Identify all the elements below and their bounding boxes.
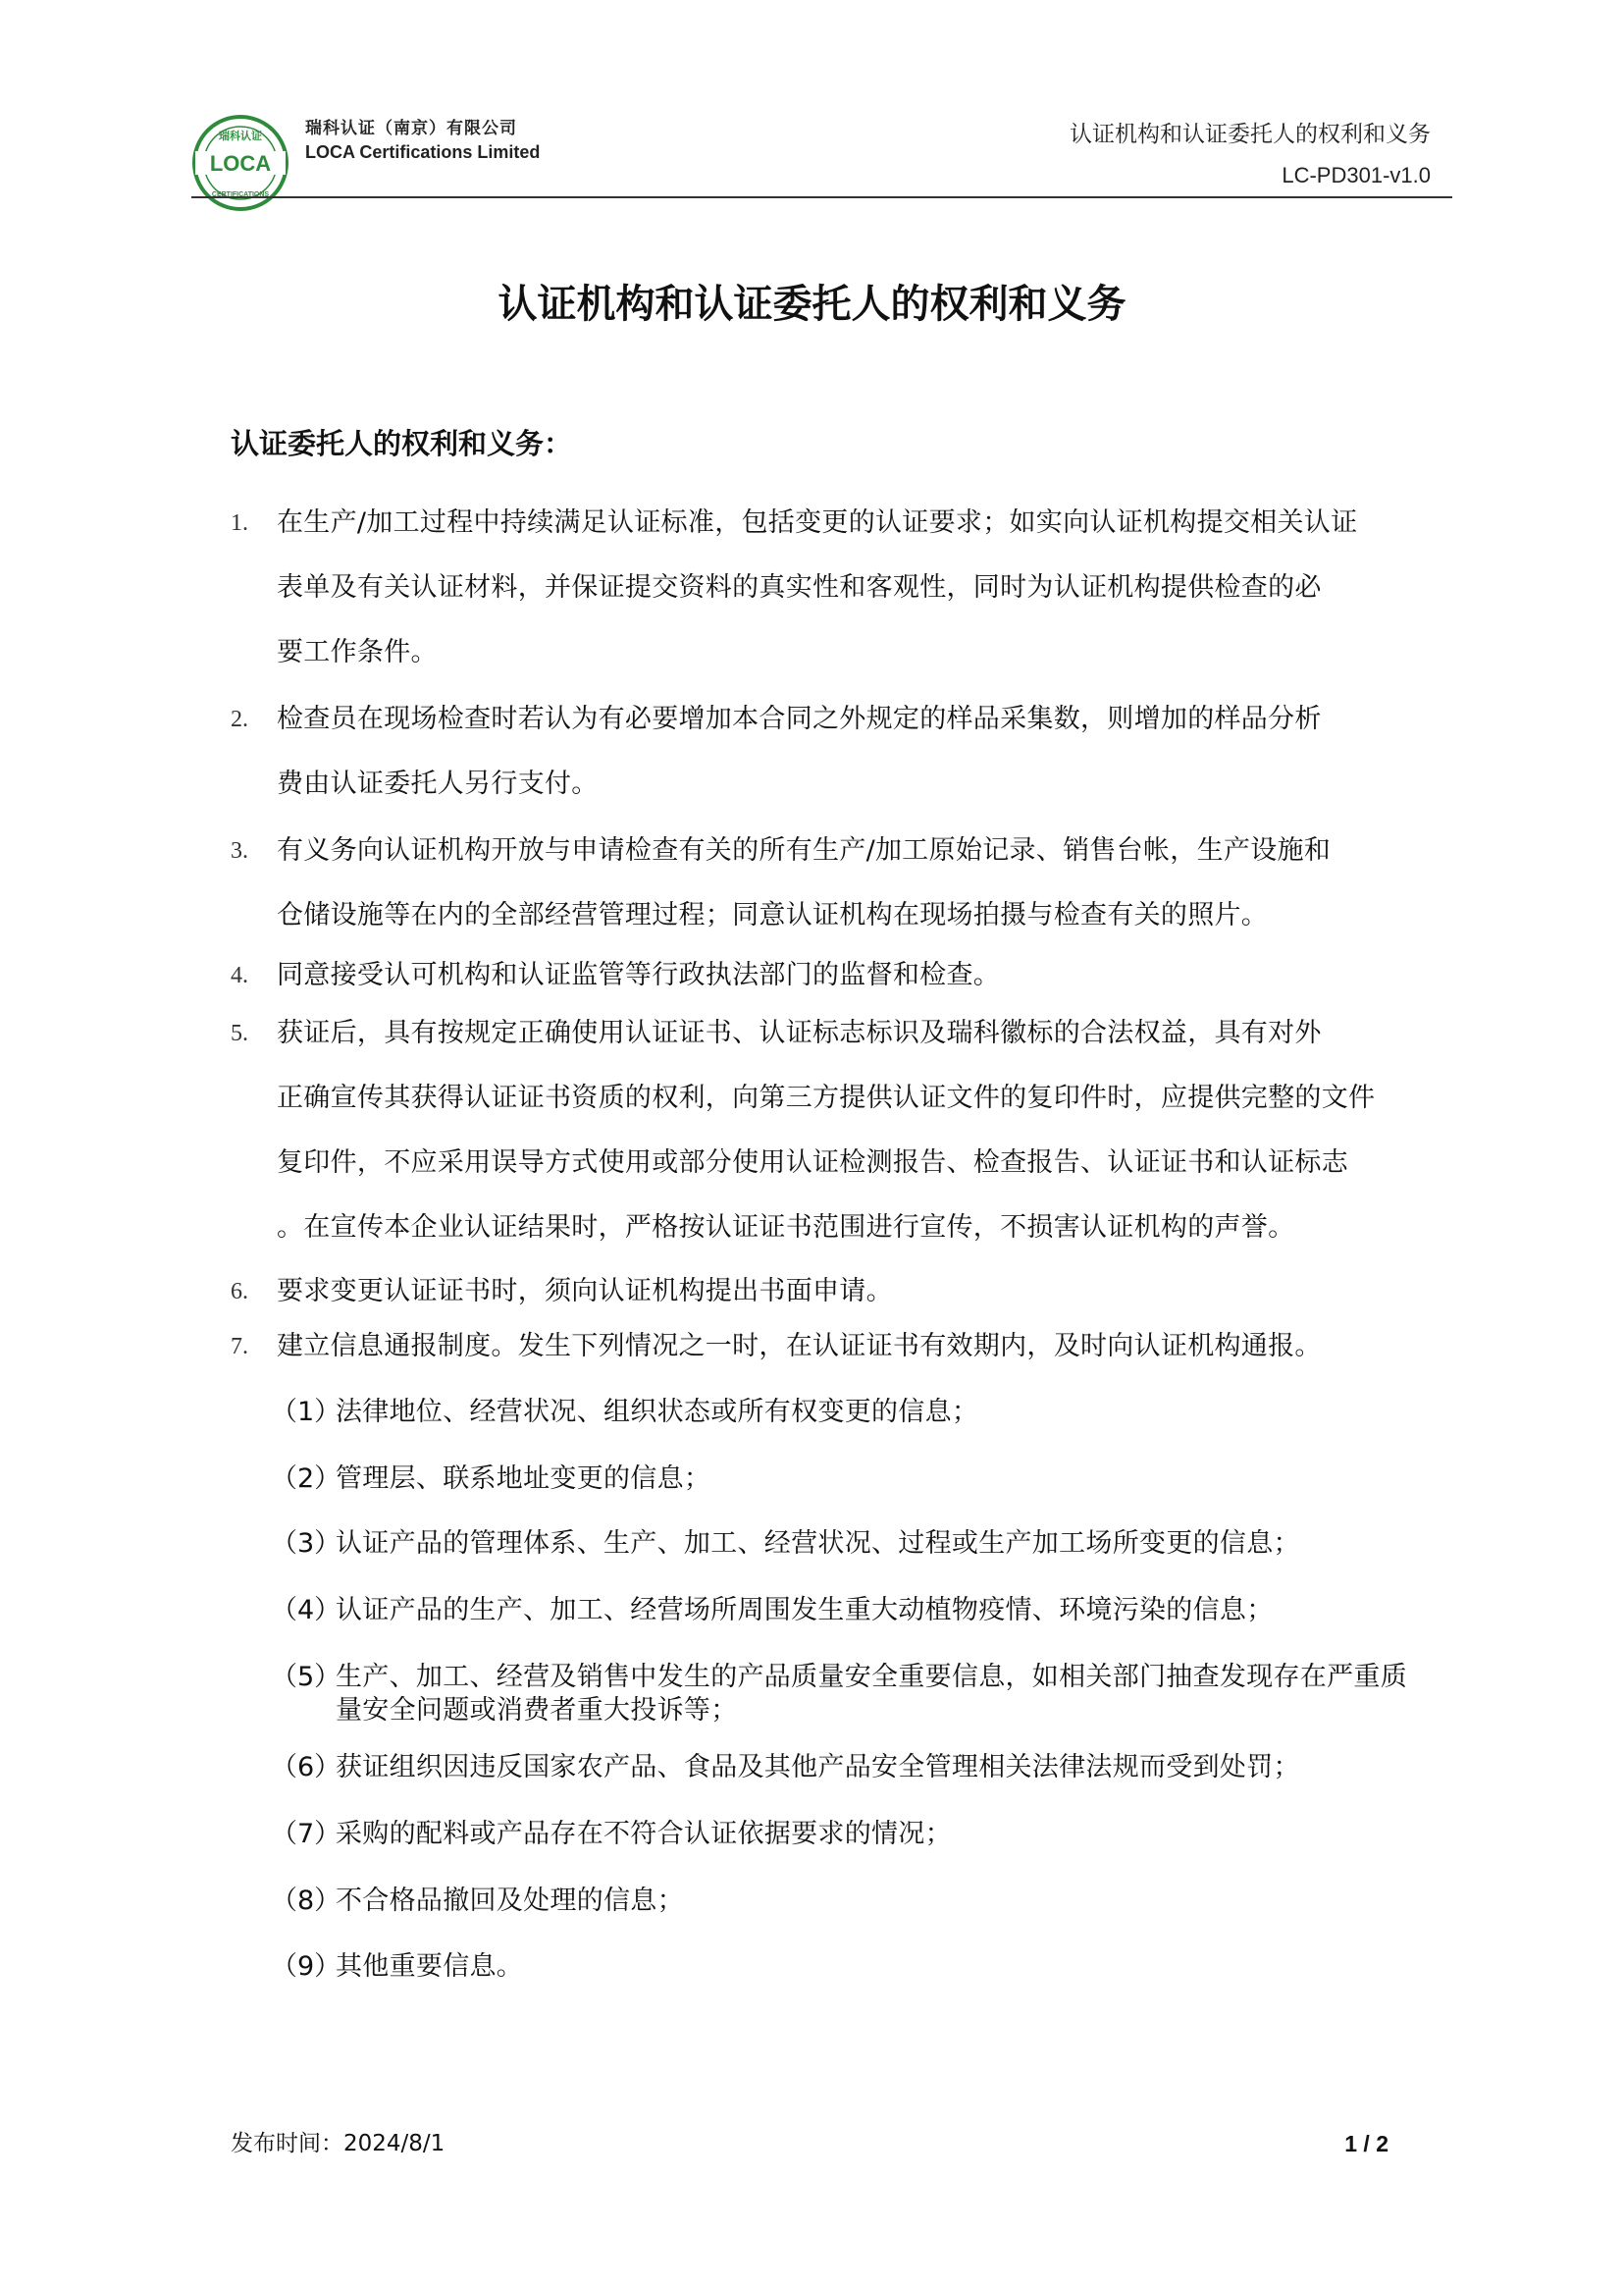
list-item-text	[277, 956, 1433, 995]
company-name-en: LOCA Certifications Limited	[305, 142, 541, 162]
text-line: 管理层、联系地址变更的信息；	[336, 1463, 711, 1494]
list-item-number: 6.	[231, 1279, 248, 1304]
sub-item-text	[336, 1521, 1435, 1567]
release-date: 发布时间：2024/8/1	[231, 2131, 445, 2156]
text-line: 要求变更认证证书时，须向认证机构提出书面申请。	[277, 1276, 893, 1306]
page-number: 1 / 2	[1344, 2131, 1388, 2156]
text-line: 生产、加工、经营及销售中发生的产品质量安全重要信息，如相关部门抽查发现存在严重质	[336, 1662, 1407, 1692]
sub-item-number: （7）	[271, 1819, 341, 1849]
section-heading: 认证委托人的权利和义务：	[231, 427, 573, 460]
logo-text: LOCA	[209, 151, 272, 176]
sub-item-number: （6）	[271, 1752, 341, 1782]
list-item-text	[277, 1001, 1433, 1260]
text-line: 建立信息通报制度。发生下列情况之一时，在认证证书有效期内，及时向认证机构通报。	[277, 1331, 1322, 1361]
text-line: 认证产品的生产、加工、经营场所周围发生重大动植物疫情、环境污染的信息；	[336, 1595, 1274, 1625]
list-item-text	[277, 687, 1433, 817]
page-header	[191, 108, 1452, 196]
logo-ring-top: 瑞科认证	[219, 130, 262, 142]
text-line: 法律地位、经营状况、组织状态或所有权变更的信息；	[336, 1397, 979, 1427]
sub-item-text	[336, 1745, 1435, 1790]
header-doc-title: 认证机构和认证委托人的权利和义务	[1070, 122, 1431, 147]
sub-item-text	[336, 1879, 1435, 1924]
sub-item-number: （8）	[271, 1886, 341, 1916]
text-line: 同意接受认可机构和认证监管等行政执法部门的监督和检查。	[277, 960, 1001, 990]
text-line: 量安全问题或消费者重大投诉等；	[336, 1695, 738, 1726]
text-line: 表单及有关认证材料，并保证提交资料的真实性和客观性，同时为认证机构提供检查的必	[277, 572, 1322, 603]
list-item-text	[277, 819, 1433, 948]
sub-item-number: （5）	[271, 1662, 341, 1692]
list-item-text	[277, 491, 1433, 685]
sub-item-text	[336, 1457, 1435, 1502]
text-line: 采购的配料或产品存在不符合认证依据要求的情况；	[336, 1819, 952, 1849]
sub-item-text	[336, 1812, 1435, 1857]
list-item-number: 5.	[231, 1021, 248, 1046]
text-line: 复印件，不应采用误导方式使用或部分使用认证检测报告、检查报告、认证证书和认证标志	[277, 1147, 1348, 1178]
sub-item-number: （2）	[271, 1463, 341, 1494]
text-line: 。在宣传本企业认证结果时，严格按认证证书范围进行宣传，不损害认证机构的声誉。	[277, 1212, 1295, 1243]
logo-ring-bottom: CERTIFICATIONS	[211, 191, 270, 198]
text-line: 其他重要信息。	[336, 1951, 524, 1982]
text-line: 不合格品撤回及处理的信息；	[336, 1886, 684, 1916]
sub-item-number: （4）	[271, 1595, 341, 1625]
sub-item-text	[336, 1944, 1435, 1990]
text-line: 正确宣传其获得认证证书资质的权利，向第三方提供认证文件的复印件时，应提供完整的文件	[277, 1083, 1376, 1113]
sub-item-number: （3）	[271, 1528, 341, 1559]
list-item-text	[277, 1327, 1433, 1366]
list-item-number: 1.	[231, 510, 248, 536]
sub-item-text	[336, 1661, 1435, 1727]
text-line: 费由认证委托人另行支付。	[277, 769, 599, 799]
company-name-block	[305, 118, 540, 165]
list-item-number: 4.	[231, 963, 248, 988]
header-divider	[191, 196, 1452, 198]
list-item-number: 2.	[231, 707, 248, 732]
header-doc-code: LC-PD301-v1.0	[1282, 163, 1431, 187]
list-item-number: 3.	[231, 838, 248, 864]
sub-item-number: （9）	[271, 1951, 341, 1982]
text-line: 有义务向认证机构开放与申请检查有关的所有生产/加工原始记录、销售台帐，生产设施和	[277, 835, 1332, 866]
text-line: 检查员在现场检查时若认为有必要增加本合同之外规定的样品采集数，则增加的样品分析	[277, 704, 1322, 734]
sub-item-text	[336, 1390, 1435, 1435]
text-line: 获证组织因违反国家农产品、食品及其他产品安全管理相关法律法规而受到处罚；	[336, 1752, 1300, 1782]
text-line: 要工作条件。	[277, 637, 438, 667]
list-item-text	[277, 1272, 1433, 1311]
text-line: 认证产品的管理体系、生产、加工、经营状况、过程或生产加工场所变更的信息；	[336, 1528, 1300, 1559]
text-line: 在生产/加工过程中持续满足认证标准，包括变更的认证要求；如实向认证机构提交相关认证	[277, 507, 1358, 538]
page-title: 认证机构和认证委托人的权利和义务	[498, 282, 1126, 327]
sub-item-text	[336, 1588, 1435, 1633]
list-item-number: 7.	[231, 1334, 248, 1359]
text-line: 获证后，具有按规定正确使用认证证书、认证标志标识及瑞科徽标的合法权益，具有对外	[277, 1018, 1322, 1048]
text-line: 仓储设施等在内的全部经营管理过程；同意认证机构在现场拍摄与检查有关的照片。	[277, 900, 1269, 930]
sub-item-number: （1）	[271, 1397, 341, 1427]
company-name-cn: 瑞科认证（南京）有限公司	[305, 119, 517, 138]
